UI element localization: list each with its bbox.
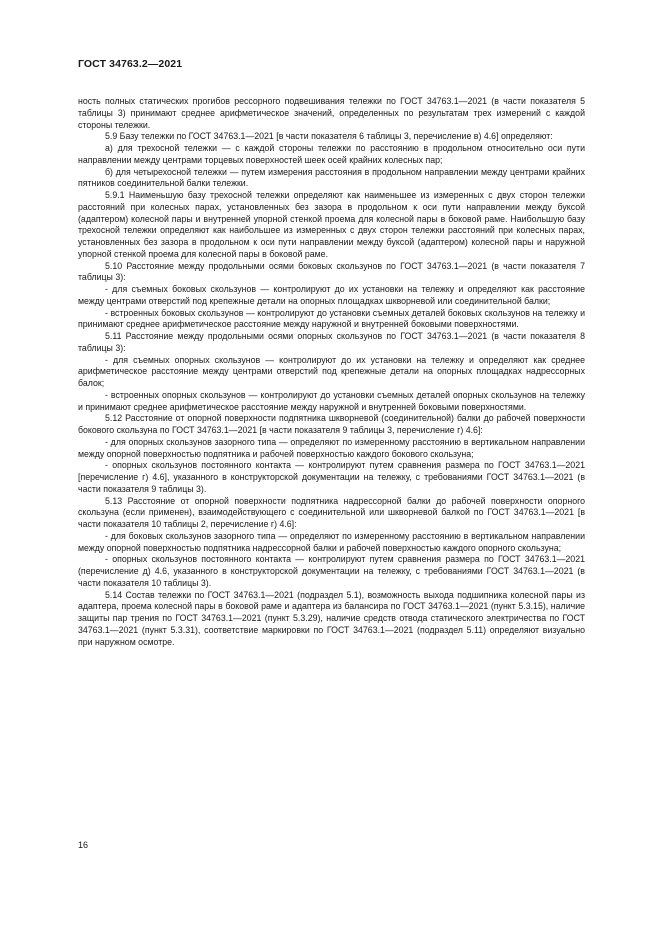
paragraph-5-13: 5.13 Расстояние от опорной поверхности подпятника надрессорной балки до рабочей поверхности опорного скользуна (если применен), взаимодействующего с соединительной или шкворневой балкой по ГОСТ 34763.1—2021 [в части показателя 10 таблицы 2, перечисление г) 4.6]:: [78, 495, 585, 529]
paragraph-5-14: 5.14 Состав тележки по ГОСТ 34763.1—2021 (подраздел 5.1), возможность выхода подшипника колесной пары из адаптера, проема колесной пары в боковой раме и адаптера из балансира по ГОСТ 34763.1—2021 (пункт 5.3.15), наличие защиты пар трения по ГОСТ 34763.1—2021 (пункт 5.3.29), наличие средств отвода статического электричества по ГОСТ 34763.1—2021 (пункт 5.3.31), соответствие маркировки по ГОСТ 34763.1—2021 (подраздел 5.11) определяют визуально при наружном осмотре.: [78, 589, 585, 647]
list-item-dash: - для съемных опорных скользунов — контролируют до их установки на тележку и определяют как среднее арифметическое расстояние между центрами отверстий под крепежные детали на опорных площадках надрессорных балок;: [78, 354, 585, 388]
paragraph-5-10: 5.10 Расстояние между продольными осями боковых скользунов по ГОСТ 34763.1—2021 (в части показателя 7 таблицы 3):: [78, 260, 585, 283]
list-item-dash: - для съемных боковых скользунов — контролируют до их установки на тележку и определяют как расстояние между центрами отверстий под крепежные детали на опорных площадках шкворневой или соединительной балки;: [78, 284, 585, 306]
paragraph-5-12: 5.12 Расстояние от опорной поверхности подпятника шкворневой (соединительной) балки до рабочей поверхности бокового скользуна по ГОСТ 34763.1—2021 [в части показателя 9 таблицы 3, перечисление г) 4.6]:: [78, 413, 585, 435]
paragraph-continuation: ность полных статических прогибов рессорного подвешивания тележки по ГОСТ 34763.1—2021 (в части показателя 5 таблицы 3) принимают среднее арифметическое значений, определенных по результатам трех измерений с каждой стороны тележки.: [78, 96, 585, 130]
list-item-dash: - встроенных опорных скользунов — контролируют до установки съемных деталей опорных скользунов на тележку и принимают среднее арифметическое расстояние между наружной и внутренней боковыми поверхностями.: [78, 389, 585, 412]
list-item-dash: - для боковых скользунов зазорного типа — определяют по измеренному расстоянию в вертикальном направлении между опорной поверхностью подпятника надрессорной балки и рабочей поверхностью каждого опорного скользуна;: [78, 530, 585, 553]
paragraph-5-9: 5.9 Базу тележки по ГОСТ 34763.1—2021 [в части показателя 6 таблицы 3, перечисление в) 4.6] определяют:: [105, 131, 553, 142]
paragraph-5-9-1: 5.9.1 Наименьшую базу трехосной тележки определяют как наименьшее из измеренных с двух сторон тележки расстояний при колесных парах, установленных без зазора в продольном к оси пути направлении между буксой (адаптером) колесной пары и внутренней упорной стенкой проема для колесной пары в боковой раме. Наибольшую базу трехосной тележки определяют как наибольшее из измеренных с двух сторон тележки расстояний при колесных парах, установленных без зазора в продольном к оси пути направлении между буксой (адаптером) колесной пары и наружной упорной стенкой проема для колесной пары в боковой раме.: [78, 190, 585, 259]
list-item-dash: - встроенных боковых скользунов — контролируют до установки съемных деталей боковых скользунов на тележку и принимают среднее арифметическое расстояние между наружной и внутренней боковыми поверхностями.: [78, 307, 585, 330]
list-item-dash: - опорных скользунов постоянного контакта — контролируют путем сравнения размера по ГОСТ 34763.1—2021 (перечисление д) 4.6, указанного в конструкторской документации на тележку, с требованиями ГОСТ 34763.1—2021 (в части показателя 10 таблицы 3).: [78, 554, 585, 588]
body-text: [78, 96, 585, 648]
list-item-a: а) для трехосной тележки — с каждой стороны тележки по расстоянию в продольном относительно оси пути направлении между центрами торцевых поверхностей шеек осей крайних колесных пар;: [78, 143, 585, 165]
list-item-dash: - опорных скользунов постоянного контакта — контролируют путем сравнения размера по ГОСТ 34763.1—2021 [перечисление г) 4.6], указанного в конструкторской документации на тележку, с требованиями ГОСТ 34763.1—2021 (в части показателя 9 таблицы 3).: [78, 460, 585, 494]
document-code-header: ГОСТ 34763.2—2021: [78, 58, 183, 70]
paragraph-5-11: 5.11 Расстояние между продольными осями опорных скользунов по ГОСТ 34763.1—2021 (в части показателя 8 таблицы 3):: [78, 331, 585, 353]
list-item-dash: - для опорных скользунов зазорного типа — определяют по измеренному расстоянию в вертикальном направлении между опорной поверхностью подпятника и рабочей поверхностью каждого бокового скользуна;: [78, 436, 585, 459]
page-number: 16: [78, 840, 89, 850]
list-item-b: б) для четырехосной тележки — путем измерения расстояния в продольном направлении между центрами крайних пятников соединительной балки тележки.: [78, 166, 585, 189]
